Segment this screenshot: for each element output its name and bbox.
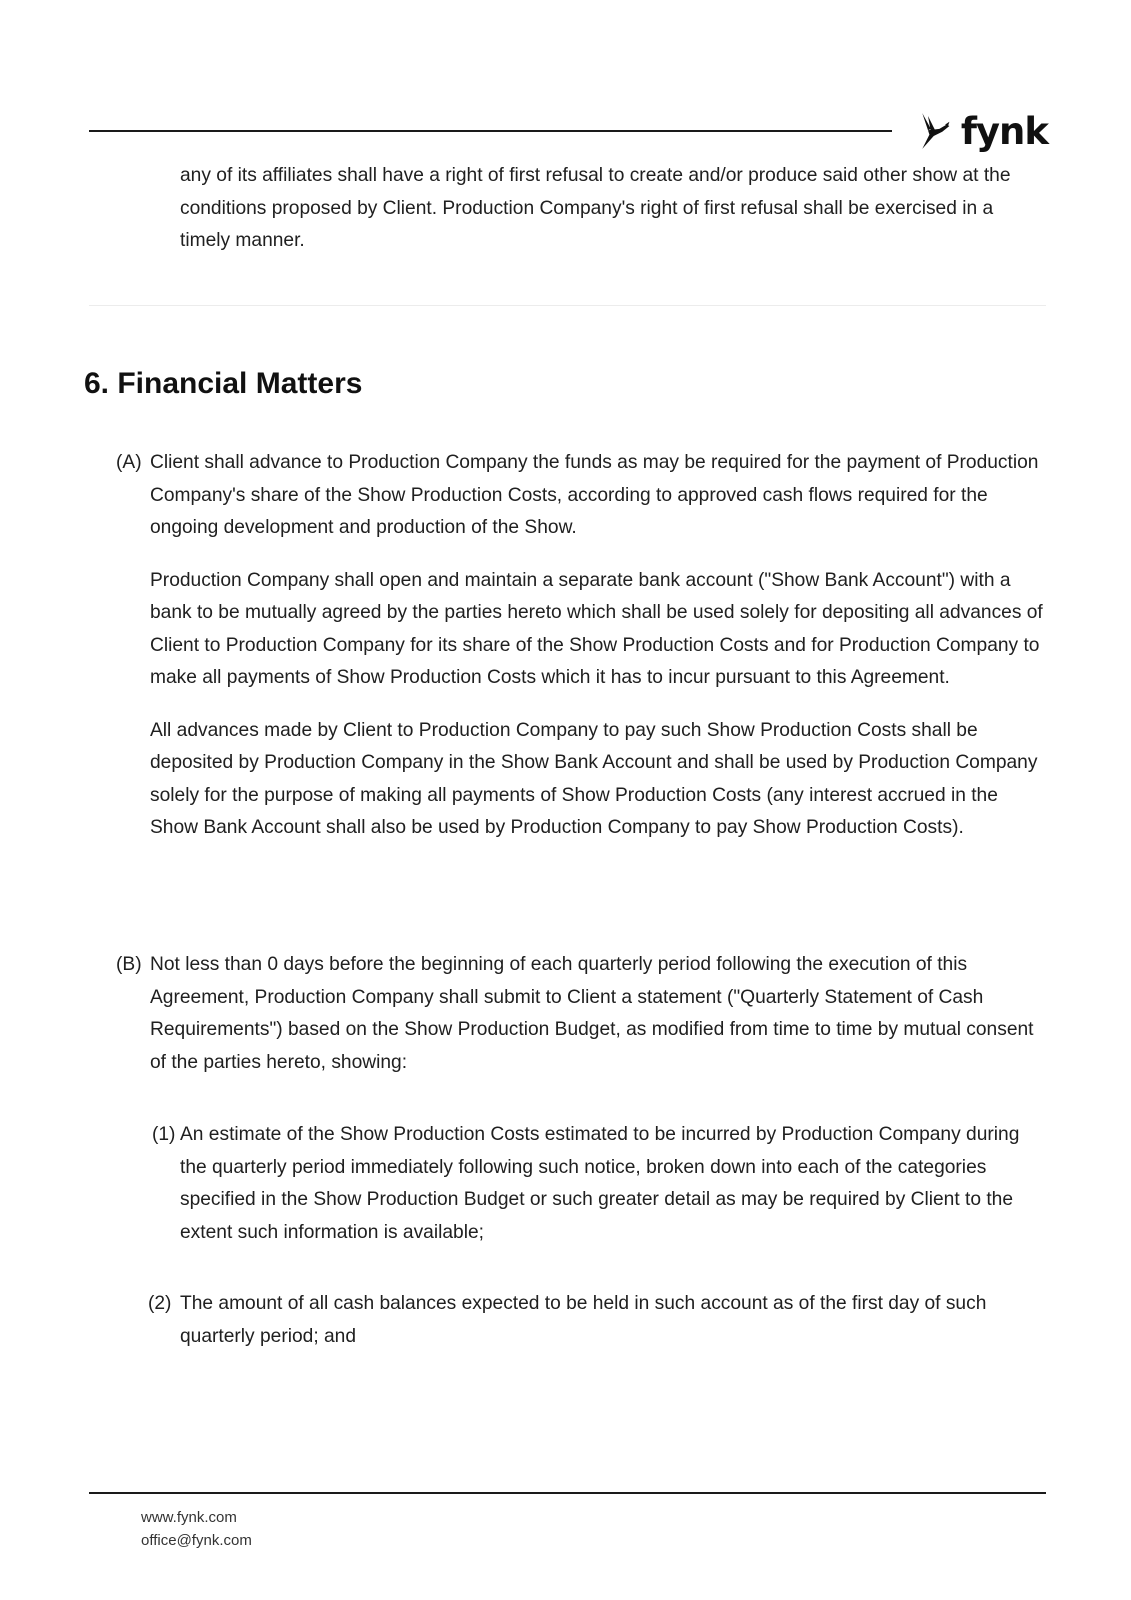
subclause-2-marker: (2) [148, 1293, 172, 1314]
footer-website[interactable]: www.fynk.com [141, 1509, 237, 1526]
clause-b-paragraph: Not less than 0 days before the beginning of each quarterly period following the execution of this Agreement, Production Company shall submit to Client a statement ("Quarterly Statement of Cash Requirements") based on the Show Production Budget, as modified from time to time by mutual consent of the parties hereto, showing: [150, 954, 1034, 1073]
header-rule [89, 130, 892, 132]
section-title: 6. Financial Matters [84, 367, 363, 400]
subclause-1-marker: (1) [152, 1124, 176, 1145]
clause-b-body [150, 949, 1050, 1079]
intro-paragraph: any of its affiliates shall have a right of first refusal to create and/or produce said other show at the conditions proposed by Client. Production Company's right of first refusal shall be exercised in a timely manner. [180, 165, 1011, 251]
subclause-1-body [180, 1119, 1050, 1249]
subclause-2-body [180, 1288, 1050, 1353]
footer [141, 1506, 252, 1552]
clause-b-marker: (B) [116, 954, 142, 975]
clause-a-marker: (A) [116, 452, 142, 473]
footer-rule [89, 1492, 1046, 1494]
section-divider [89, 305, 1046, 306]
footer-email[interactable]: office@fynk.com [141, 1532, 252, 1549]
clause-a-paragraph-1: Client shall advance to Production Company the funds as may be required for the payment of Production Company's share of the Show Production Costs, according to approved cash flows required for the ongoing development and production of the Show. [150, 452, 1039, 538]
subclause-1-text: An estimate of the Show Production Costs estimated to be incurred by Production Company during the quarterly period immediately following such notice, broken down into each of the categories specified in the Show Production Budget or such greater detail as may be required by Client to the extent such information is available; [180, 1124, 1020, 1243]
clause-a-paragraph-2: Production Company shall open and maintain a separate bank account ("Show Bank Account") with a bank to be mutually agreed by the parties hereto which shall be used solely for depositing all advances of Client to Production Company for its share of the Show Production Costs and for Production Company to make all payments of Show Production Costs which it has to incur pursuant to this Agreement. [150, 569, 1043, 688]
brand-logo [918, 103, 1048, 159]
subclause-2-text: The amount of all cash balances expected to be held in such account as of the first day of such quarterly period; and [180, 1293, 987, 1347]
bird-icon [918, 104, 951, 158]
brand-name: fynk [960, 109, 1048, 153]
clause-a-body [150, 447, 1050, 845]
clause-a-paragraph-3: All advances made by Client to Production Company to pay such Show Production Costs shall be deposited by Production Company in the Show Bank Account and shall be used by Production Company solely for the purpose of making all payments of Show Production Costs (any interest accrued in the Show Bank Account shall also be used by Production Company to pay Show Production Costs). [150, 719, 1038, 838]
